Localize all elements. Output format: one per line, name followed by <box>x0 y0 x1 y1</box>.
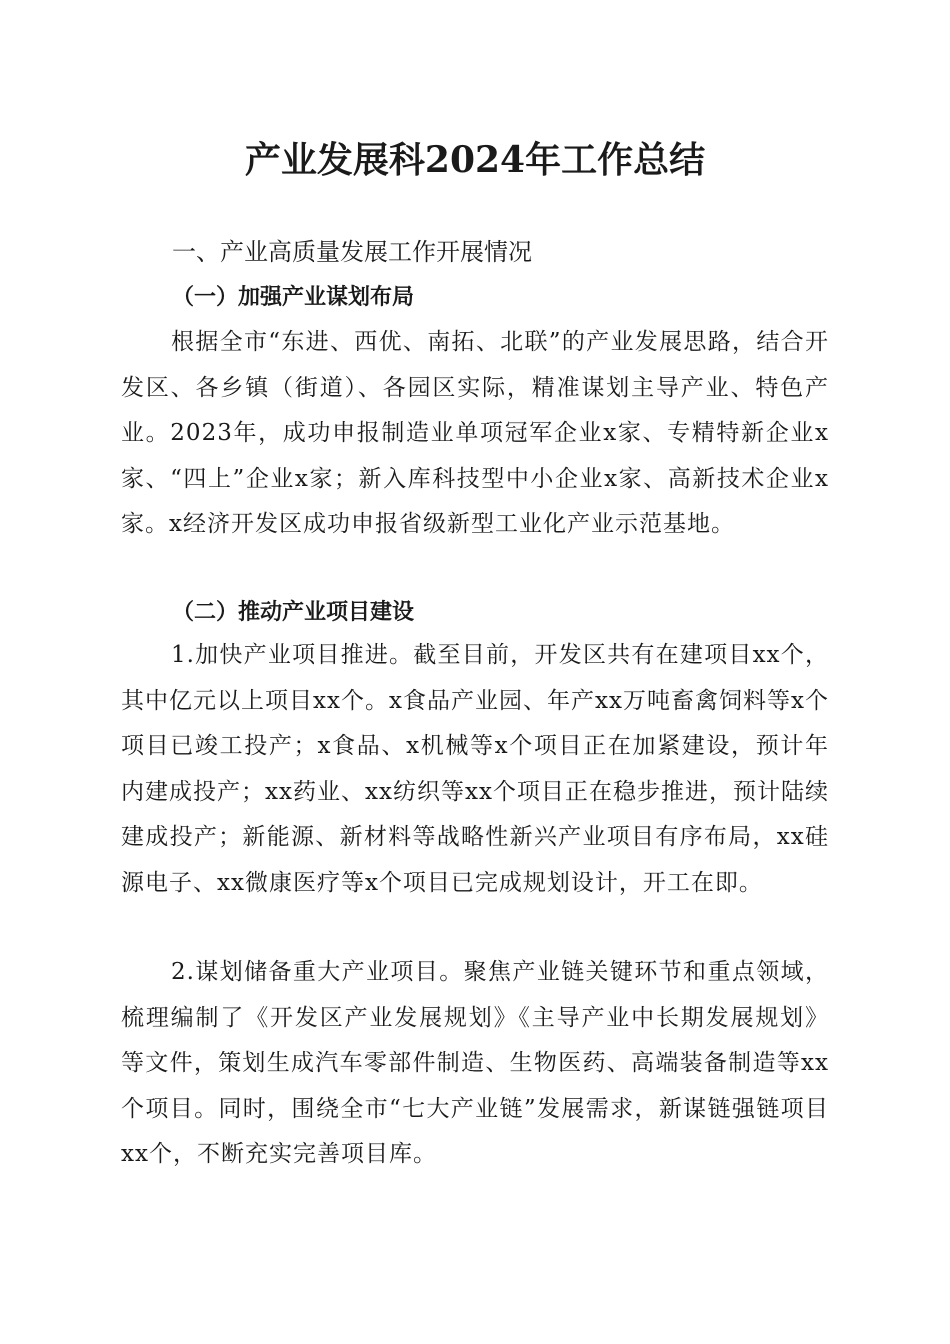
paragraph-project-reserve: 2.谋划储备重大产业项目。聚焦产业链关键环节和重点领域，梳理编制了《开发区产业发展规划》《主导产业中长期发展规划》等文件，策划生成汽车零部件制造、生物医药、高端装备制造等xx个项目。同时，围绕全市“七大产业链”发展需求，新谋链强链项目xx个，不断充实完善项目库。 <box>121 959 829 1167</box>
paragraph-project-progress: 1.加快产业项目推进。截至目前，开发区共有在建项目xx个，其中亿元以上项目xx个。x食品产业园、年产xx万吨畜禽饲料等x个项目已竣工投产；x食品、x机械等x个项目正在加紧建设，预计年内建成投产；xx药业、xx纺织等xx个项目正在稳步推进，预计陆续建成投产；新能源、新材料等战略性新兴产业项目有序布局，xx硅源电子、xx微康医疗等x个项目已完成规划设计，开工在即。 <box>121 642 829 896</box>
document-title: 产业发展科2024年工作总结 <box>244 139 706 181</box>
subsection-heading-1: （一）加强产业谋划布局 <box>172 284 415 310</box>
paragraph-planning-layout: 根据全市“东进、西优、南拓、北联”的产业发展思路，结合开发区、各乡镇（街道）、各园区实际，精准谋划主导产业、特色产业。2023年，成功申报制造业单项冠军企业x家、专精特新企业x家、“四上”企业x家；新入库科技型中小企业x家、高新技术企业x家。x经济开发区成功申报省级新型工业化产业示范基地。 <box>121 329 829 537</box>
section-heading: 一、产业高质量发展工作开展情况 <box>172 238 532 266</box>
subsection-heading-2: （二）推动产业项目建设 <box>172 599 415 625</box>
